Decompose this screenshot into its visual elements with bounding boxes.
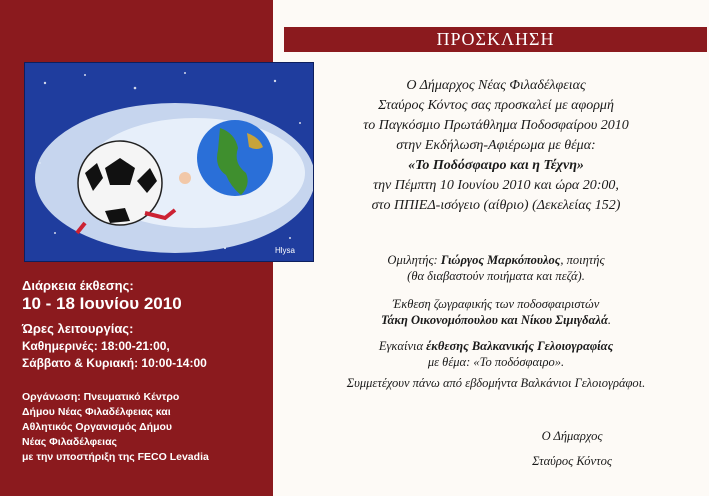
invitation-line: το Παγκόσμιο Πρωτάθλημα Ποδοσφαίρου 2010 <box>363 118 629 133</box>
invitation-text <box>283 76 709 216</box>
signature-name: Σταύρος Κόντος <box>532 454 612 468</box>
exhibit-line: Έκθεση ζωγραφικής των ποδοσφαιριστών <box>392 297 600 311</box>
speaker-prefix: Ομιλητής: <box>387 253 441 267</box>
speaker-block <box>283 252 709 284</box>
exhibit-names: Τάκη Οικονομόπουλου και Νίκου Σιμιγδαλά <box>380 313 608 327</box>
participation-note: Συμμετέχουν πάνω από εβδομήντα Βαλκάνιοι Γελοιογράφοι. <box>346 376 646 390</box>
opening-line <box>283 338 709 354</box>
organizer-line: Νέας Φιλαδέλφειας <box>22 436 117 448</box>
opening-block <box>283 338 709 370</box>
signature-role: Ο Δήμαρχος <box>541 429 603 443</box>
invitation-line: την Πέμπτη 10 Ιουνίου 2010 και ώρα 20:00, <box>373 178 619 193</box>
opening-bold: έκθεσης Βαλκανικής Γελοιογραφίας <box>426 339 614 353</box>
hours-label: Ώρες λειτουργίας: <box>22 321 134 336</box>
opening-theme: με θέμα: «Το ποδόσφαιρο». <box>427 355 565 369</box>
invitation-line: στην Εκδήλωση-Αφιέρωμα με θέμα: <box>396 138 596 153</box>
speaker-note: (θα διαβαστούν ποιήματα και πεζά). <box>407 269 585 283</box>
event-theme: «Το Ποδόσφαιρο και η Τέχνη» <box>408 158 584 173</box>
invitation-line: Σταύρος Κόντος σας προσκαλεί με αφορμή <box>378 98 614 113</box>
organizer-line: Αθλητικός Οργανισμός Δήμου <box>22 421 173 433</box>
organizer-block <box>22 390 209 465</box>
speaker-line <box>283 252 709 268</box>
signature-block <box>502 424 642 474</box>
organizer-line: με την υποστήριξη της FECO Levadia <box>22 451 209 463</box>
football-globe-painting <box>25 63 313 261</box>
organizer-line: Οργάνωση: Πνευματικό Κέντρο <box>22 391 180 403</box>
exhibit-end: . <box>607 313 612 327</box>
painting-image <box>24 62 314 262</box>
duration-label: Διάρκεια έκθεσης: <box>22 278 134 293</box>
invitation-line: Ο Δήμαρχος Νέας Φιλαδέλφειας <box>406 78 586 93</box>
opening-prefix: Εγκαίνια <box>378 339 427 353</box>
organizer-line: Δήμου Νέας Φιλαδέλφειας και <box>22 406 171 418</box>
invitation-line: στο ΠΠΙΕΔ-ισόγειο (αίθριο) (Δεκελείας 152) <box>371 198 621 213</box>
page-title: ΠΡΟΣΚΛΗΣΗ <box>284 27 707 52</box>
weekday-hours: Καθημερινές: 18:00-21:00, <box>22 339 170 353</box>
speaker-suffix: , ποιητής <box>560 253 605 267</box>
svg-text:Hlysa: Hlysa <box>275 246 296 255</box>
exhibit-block <box>283 296 709 328</box>
exhibition-dates: 10 - 18 Ιουνίου 2010 <box>22 294 182 313</box>
speaker-name: Γιώργος Μαρκόπουλος <box>440 253 561 267</box>
exhibit-names-line <box>283 312 709 328</box>
weekend-hours: Σάββατο & Κυριακή: 10:00-14:00 <box>22 356 207 370</box>
